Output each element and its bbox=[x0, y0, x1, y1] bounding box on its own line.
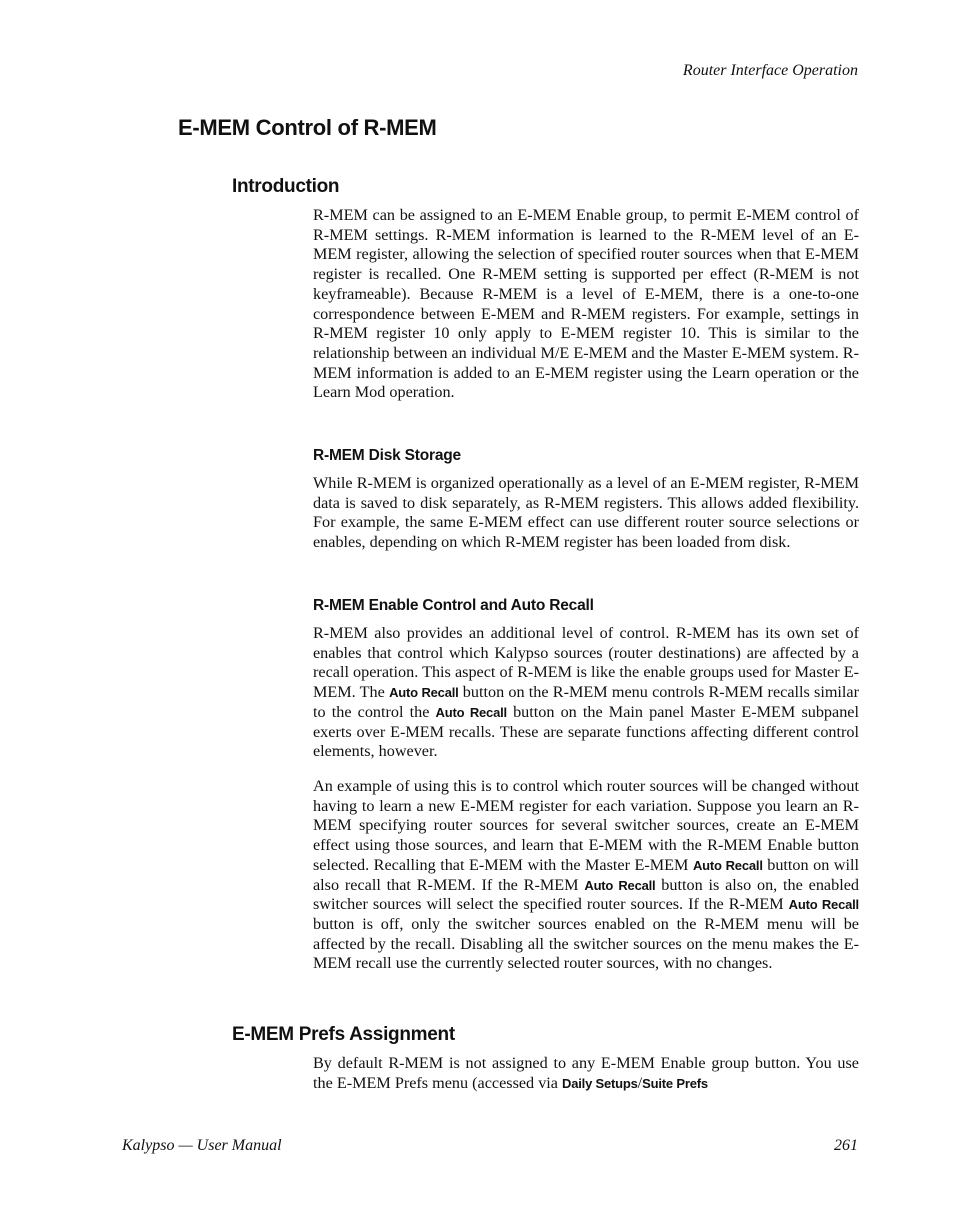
daily-setups-label: Daily Setups bbox=[562, 1075, 638, 1091]
text-run: button is off, only the switcher sources enabled on the R-MEM menu will be affected by the recall. Disabling all the switcher sources on the menu makes the E-MEM recall use the currently selected router sources, with no changes. bbox=[313, 914, 859, 973]
auto-recall-label: Auto Recall bbox=[389, 685, 459, 701]
suite-prefs-label: Suite Prefs bbox=[642, 1075, 708, 1091]
auto-recall-label: Auto Recall bbox=[584, 877, 656, 893]
auto-recall-label: Auto Recall bbox=[692, 857, 763, 873]
footer-page-number: 261 bbox=[834, 1137, 858, 1154]
heading-disk-storage: R-MEM Disk Storage bbox=[313, 447, 461, 464]
heading-enable-control: R-MEM Enable Control and Auto Recall bbox=[313, 597, 594, 614]
slash: / bbox=[637, 1073, 643, 1092]
paragraph-enable-control-1 bbox=[313, 624, 859, 762]
footer-manual-title: Kalypso — User Manual bbox=[122, 1137, 282, 1154]
text-run: button on will also recall that R-MEM. If the R-MEM bbox=[313, 855, 859, 894]
paragraph-disk-storage: While R-MEM is organized operationally as a level of an E-MEM register, R-MEM data is saved to disk separately, as R-MEM registers. This allows added flexibility. For example, the same E-MEM effect can use different router source selections or enables, depending on which R-MEM register has been loaded from disk. bbox=[313, 474, 859, 552]
auto-recall-label: Auto Recall bbox=[435, 704, 507, 720]
paragraph-prefs-assignment bbox=[313, 1054, 859, 1093]
section-title: E-MEM Control of R-MEM bbox=[178, 115, 437, 140]
text-run: By default R-MEM is not assigned to any E-MEM Enable group button. You use the E-MEM Prefs menu (accessed via bbox=[313, 1054, 859, 1092]
running-header: Router Interface Operation bbox=[682, 62, 858, 79]
text-run: button on the R-MEM menu controls R-MEM recalls similar to the control the bbox=[313, 683, 859, 721]
text-run: An example of using this is to control which router sources will be changed without having to learn a new E-MEM register for each variation. Suppose you learn an R-MEM specifying router sources for several switcher sources, create an E-MEM effect using those sources, and learn that E-MEM with the R-MEM Enable button selected. Recalling that E-MEM with the Master E-MEM bbox=[313, 777, 859, 874]
paragraph-enable-control-2 bbox=[313, 777, 859, 974]
heading-introduction: Introduction bbox=[232, 176, 340, 197]
text-run: R-MEM also provides an additional level of control. R-MEM has its own set of enables that control which Kalypso sources (router destinations) are affected by a recall operation. This aspect of R-MEM is like the enable groups used for Master E-MEM. The bbox=[313, 624, 859, 702]
paragraph-introduction: R-MEM can be assigned to an E-MEM Enable group, to permit E-MEM control of R-MEM settings. R-MEM information is learned to the R-MEM level of an E-MEM register, allowing the selection of specified router sources when that E-MEM register is recalled. One R-MEM setting is supported per effect (R-MEM is not keyframeable). Because R-MEM is a level of E-MEM, there is a one-to-one correspondence between E-MEM and R-MEM registers. For example, settings in R-MEM register 10 only apply to E-MEM register 10. This is similar to the relationship between an individual M/E E-MEM and the Master E-MEM system. R-MEM information is added to an E-MEM register using the Learn operation or the Learn Mod operation. bbox=[313, 206, 859, 402]
heading-prefs-assignment: E-MEM Prefs Assignment bbox=[232, 1024, 455, 1045]
text-run: button is also on, the enabled switcher sources will select the specified router sources. If the R-MEM bbox=[313, 875, 859, 914]
text-run: button on the Main panel Master E-MEM subpanel exerts over E-MEM recalls. These are separate functions affecting different control elements, however. bbox=[313, 702, 859, 761]
auto-recall-label: Auto Recall bbox=[788, 897, 859, 913]
